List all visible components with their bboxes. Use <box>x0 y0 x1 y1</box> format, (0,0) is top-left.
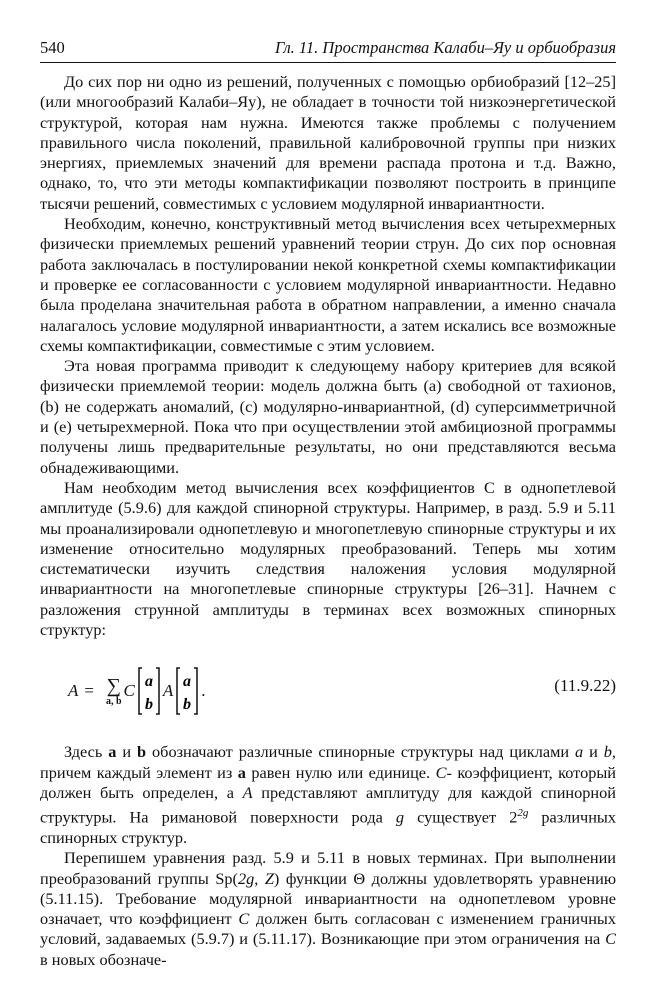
equation-amplitude: A <box>162 681 174 701</box>
p5-bold-a2: a <box>237 762 246 782</box>
sum-symbol: ∑ <box>106 674 121 697</box>
p6-text-2: , <box>254 868 265 888</box>
equation-dot: . <box>201 681 206 701</box>
sum-operator <box>106 676 122 707</box>
page-number: 540 <box>40 38 65 57</box>
p5-text-5: , причем каждый элемент из <box>40 742 616 782</box>
right-bracket-2 <box>194 668 197 714</box>
body-text <box>40 72 616 970</box>
equation-equals: = <box>84 681 94 701</box>
p5-italic-C: C <box>435 762 447 782</box>
page-header <box>40 38 616 63</box>
left-bracket-2 <box>177 668 180 714</box>
sum-index: a, b <box>105 695 122 707</box>
p6-italic-C: C <box>238 909 250 929</box>
running-title: Гл. 11. Пространства Калаби–Яу и орбиобразия <box>274 38 616 57</box>
vector-top-1: a <box>144 673 153 691</box>
p5-italic-g: g <box>395 807 405 827</box>
p5-power-exponent: 2g <box>517 807 529 820</box>
p5-text-1: Здесь <box>64 742 109 762</box>
p6-text-4: должен быть согласован с изменением граничных условий, задаваемых (5.9.7) и (5.11.17). Возникающие при этом ограничения на <box>40 909 617 949</box>
paragraph-5 <box>40 742 616 848</box>
paragraph-3: Эта новая программа приводит к следующему набору критериев для всякой физически приемлемой теории: модель должна быть (a) свободной от тахионов, (b) не содержать аномалий, (c) модулярно-инвариантной, (d) суперсимметричной и (e) четырехмерной. Пока что при осуществлении этой амбициозной программы получены лишь предварительные результаты, но они представляются весьма обнадеживающими. <box>40 356 616 477</box>
equation-formula <box>68 666 206 716</box>
paragraph-4: Нам необходим метод вычисления всех коэффициентов C в однопетлевой амплитуде (5.9.6) для каждой спинорной структуры. Например, в разд. 5.9 и 5.11 мы проанализировали однопетлевую и многопетлевую спинорные структуры и их изменение относительно модулярных преобразований. Теперь мы хотим систематически изучить следствия наложения условия модулярной инвариантности на многопетлевые спинорные структуры [26–31]. Начнем с разложения струнной амплитуды в терминах всех возможных спинорных структур: <box>40 477 616 640</box>
p6-italic-C2: C <box>605 929 616 949</box>
p5-text-7: - коэффициент, который должен быть определен, а <box>40 762 617 802</box>
p5-bold-a: a <box>108 742 117 762</box>
p5-bold-b: b <box>137 742 147 762</box>
vector-bottom-1: b <box>144 696 153 714</box>
equation-coefficient: C <box>123 681 135 701</box>
p5-text-4: и <box>583 742 604 762</box>
p5-text-8: представляют амплитуду для каждой спинорной структуры. На римановой поверхности рода <box>40 782 616 827</box>
equation-number: (11.9.22) <box>554 676 616 696</box>
right-bracket-1 <box>156 668 159 714</box>
paragraph-6 <box>40 848 616 970</box>
p6-italic-Z: Z <box>264 868 274 888</box>
p5-italic-A: A <box>242 782 253 802</box>
vector-bottom-2: b <box>183 696 192 714</box>
p5-text-10: различных спинорных структур. <box>40 807 617 847</box>
p5-text-2: и <box>116 742 138 762</box>
equation-lhs: A <box>68 681 79 701</box>
p5-italic-a: a <box>575 742 584 762</box>
p5-power-base: 2 <box>509 807 518 827</box>
spinor-vector-1 <box>137 666 161 716</box>
paragraph-2: Необходим, конечно, конструктивный метод вычисления всех четырехмерных физически приемлемых решений уравнений теории струн. До сих пор основная работа заключалась в постулировании некой конкретной схемы компактификации и проверке ее согласованности с условием модулярной инвариантности. Недавно была проделана значительная работа в обратном направлении, а именно сначала налагалось условие модулярной инвариантности, а затем искались все возможные схемы компактификации, совместимые с этим условием. <box>40 214 616 355</box>
paragraph-1: До сих пор ни одно из решений, полученных с помощью орбиобразий [12–25] (или многообразий Калаби–Яу), не обладает в точности той низкоэнергетической структурой, которая нам нужна. Имеются также проблемы с получением правильного числа поколений, правильной калибровочной группы при низких энергиях, приемлемых значений для времени распада протона и т.д. Важно, однако, то, что эти методы компактификации позволяют построить в принципе тысячи решений, совместимых с условием модулярной инвариантности. <box>40 72 616 213</box>
p6-text-3: ) функции Θ должны удовлетворять уравнению (5.11.15). Требование модулярной инвариантности на однопетлевом уровне означает, что коэффициент <box>40 868 617 929</box>
p5-text-6: равен нулю или единице. <box>245 762 436 782</box>
p6-text-5: в новых обозначе- <box>40 949 167 969</box>
spinor-vector-2 <box>175 666 199 716</box>
left-bracket-1 <box>139 668 142 714</box>
vector-top-2: a <box>183 673 192 691</box>
p5-text-3: обозначают различные спинорные структуры над циклами <box>146 742 576 762</box>
equation-block <box>40 660 616 722</box>
p6-italic-2g: 2g <box>237 868 255 888</box>
p5-italic-b: b <box>603 742 612 762</box>
p5-text-9: существует <box>404 807 510 827</box>
p6-text-1: Перепишем уравнения разд. 5.9 и 5.11 в новых терминах. При выполнении преобразований группы Sp( <box>40 848 616 888</box>
